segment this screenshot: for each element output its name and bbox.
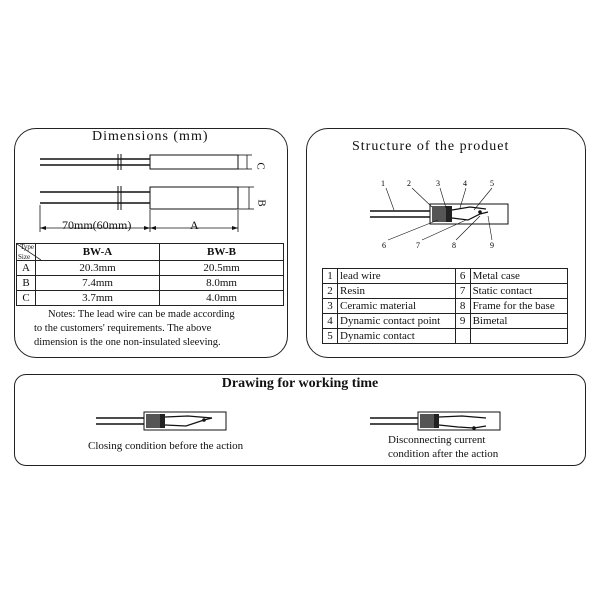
dimensions-table <box>16 243 284 306</box>
closing-condition-caption: Closing condition before the action <box>88 440 244 452</box>
dimension-length-label: 70mm(60mm) <box>62 218 132 232</box>
callout-5: 5 <box>490 179 494 188</box>
part-label: Frame for the base <box>470 299 567 314</box>
bw-b-value: 20.5mm <box>160 261 284 276</box>
part-number: 5 <box>323 329 338 344</box>
bw-a-value: 20.3mm <box>36 261 160 276</box>
structure-title: Structure of the produet <box>352 139 510 154</box>
part-label <box>470 329 567 344</box>
part-label: Ceramic material <box>338 299 456 314</box>
working-time-title: Drawing for working time <box>221 376 379 391</box>
bw-b-value: 8.0mm <box>160 276 284 291</box>
callout-3: 3 <box>436 179 440 188</box>
size-cell: A <box>17 261 36 276</box>
part-number <box>455 329 470 344</box>
table-row <box>323 329 568 344</box>
part-label: Bimetal <box>470 314 567 329</box>
part-number: 4 <box>323 314 338 329</box>
bw-b-value: 4.0mm <box>160 291 284 306</box>
table-row <box>323 299 568 314</box>
column-header-bw-b: BW-B <box>160 244 284 261</box>
table-row <box>17 261 284 276</box>
callout-9: 9 <box>490 241 494 250</box>
callout-7: 7 <box>416 241 420 250</box>
dimensions-title: Dimensions (mm) <box>92 129 209 144</box>
dimension-label-b: B <box>255 199 268 207</box>
notes-line-3: dimension is the one non-insulated sleeving. <box>34 337 221 348</box>
bw-a-value: 3.7mm <box>36 291 160 306</box>
closing-condition-drawing <box>96 408 246 434</box>
part-number: 1 <box>323 269 338 284</box>
table-row <box>323 269 568 284</box>
table-row <box>17 276 284 291</box>
disconnecting-condition-drawing <box>370 408 520 434</box>
dimensions-notes <box>34 308 282 350</box>
part-number: 9 <box>455 314 470 329</box>
table-row <box>323 314 568 329</box>
column-header-bw-a: BW-A <box>36 244 160 261</box>
part-label: Metal case <box>470 269 567 284</box>
disconnecting-caption-line-1: Disconnecting current <box>388 434 486 446</box>
table-row <box>323 284 568 299</box>
table-row <box>17 291 284 306</box>
notes-line-1: Notes: The lead wire can be made according <box>48 309 235 320</box>
corner-type-label: Type <box>20 243 34 251</box>
sensor-bw-a-drawing <box>40 154 252 170</box>
dimension-label-c: C <box>254 162 267 170</box>
part-number: 7 <box>455 284 470 299</box>
dimension-label-a: A <box>190 218 199 232</box>
table-header-row <box>17 244 284 261</box>
part-number: 2 <box>323 284 338 299</box>
part-number: 3 <box>323 299 338 314</box>
part-label: Dynamic contact <box>338 329 456 344</box>
part-number: 8 <box>455 299 470 314</box>
structure-drawing <box>370 176 520 252</box>
part-number: 6 <box>455 269 470 284</box>
type-size-corner <box>17 244 36 261</box>
bw-a-value: 7.4mm <box>36 276 160 291</box>
notes-line-2: to the customers' requirements. The above <box>34 323 212 334</box>
part-label: Resin <box>338 284 456 299</box>
disconnecting-caption-line-2: condition after the action <box>388 448 499 460</box>
callout-8: 8 <box>452 241 456 250</box>
callout-6: 6 <box>382 241 386 250</box>
part-label: Dynamic contact point <box>338 314 456 329</box>
callout-1: 1 <box>381 179 385 188</box>
sensor-bw-b-drawing <box>40 186 254 210</box>
part-label: lead wire <box>338 269 456 284</box>
corner-size-label: Size <box>18 253 31 261</box>
size-cell: C <box>17 291 36 306</box>
part-label: Static contact <box>470 284 567 299</box>
callout-2: 2 <box>407 179 411 188</box>
callout-4: 4 <box>463 179 467 188</box>
size-cell: B <box>17 276 36 291</box>
parts-table <box>322 268 568 344</box>
